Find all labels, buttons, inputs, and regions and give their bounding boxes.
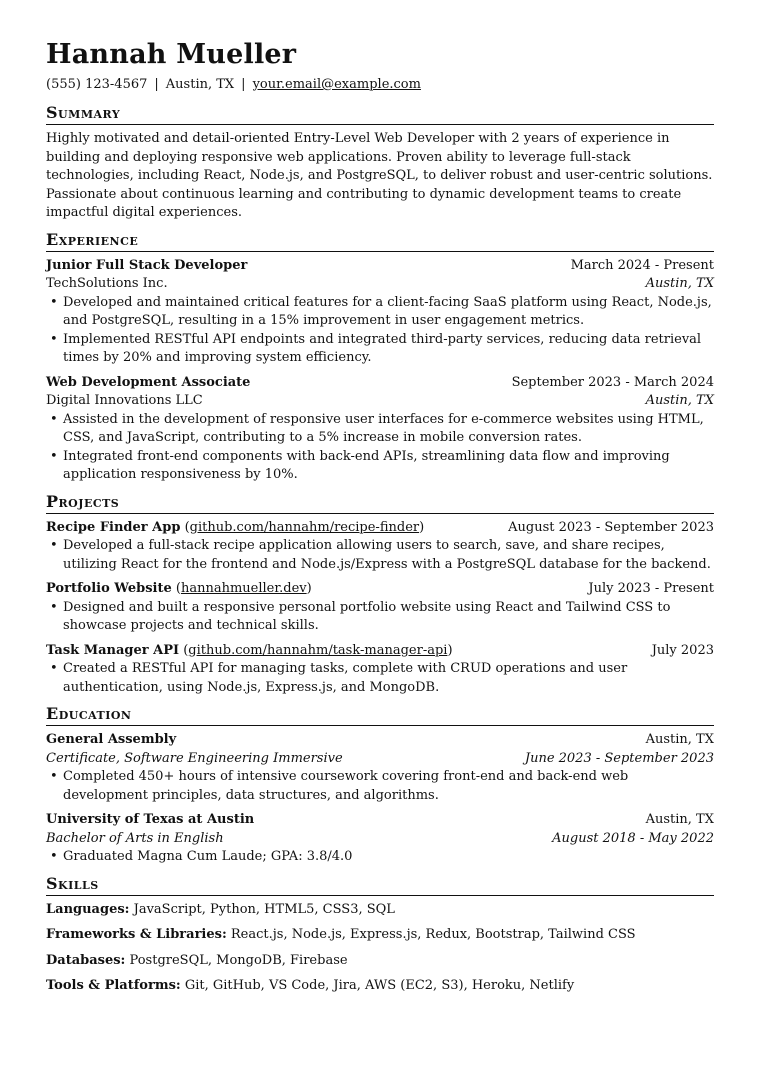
project-entry	[46, 519, 714, 575]
section-title-skills: Skills	[46, 874, 714, 896]
project-link[interactable]: hannahmueller.dev	[180, 581, 307, 596]
bullet-item: • Developed a full-stack recipe application allowing users to search, save, and share recipes, utilizing React for the frontend and Node.js/Express with a PostgreSQL database for the backend.	[46, 537, 714, 574]
projects-section	[46, 492, 714, 698]
bullet-list	[46, 294, 714, 368]
education-dates: June 2023 - September 2023	[524, 750, 714, 766]
project-link[interactable]: github.com/hannahm/recipe-finder	[189, 519, 420, 535]
project-dates: August 2023 - September 2023	[508, 519, 714, 535]
job-title: Junior Full Stack Developer	[46, 257, 248, 273]
job-dates: September 2023 - March 2024	[511, 374, 714, 390]
skill-row	[46, 901, 714, 920]
bullet-item: • Created a RESTful API for managing tasks, complete with CRUD operations and user authentication, using Node.js, Express.js, and MongoDB.	[46, 660, 714, 697]
school-location: Austin, TX	[645, 812, 714, 827]
bullet-item: • Implemented RESTful API endpoints and integrated third-party services, reducing data retrieval times by 20% and improving system efficiency.	[46, 331, 714, 368]
bullet-item: • Graduated Magna Cum Laude; GPA: 3.8/4.0	[46, 848, 714, 867]
summary-text: Highly motivated and detail-oriented Entry-Level Web Developer with 2 years of experience in building and deploying responsive web applications. Proven ability to leverage full-stack technologies, including React, Node.js, and PostgreSQL, to deliver robust and user-centric solutions. Passionate about continuous learning and contributing to dynamic development teams to create impactful digital experiences.	[46, 131, 713, 220]
education-entry	[46, 731, 714, 805]
job-location: Austin, TX	[645, 393, 714, 408]
paren-close: )	[419, 519, 425, 535]
bullet-list	[46, 411, 714, 485]
paren-close: )	[447, 642, 453, 658]
school-name: General Assembly	[46, 732, 177, 747]
school-location: Austin, TX	[645, 732, 714, 747]
job-title: Web Development Associate	[46, 374, 251, 390]
skill-value: JavaScript, Python, HTML5, CSS3, SQL	[133, 901, 395, 917]
skill-row	[46, 952, 714, 971]
degree: Certificate, Software Engineering Immersive	[46, 750, 343, 766]
candidate-name: Hannah Mueller	[46, 39, 297, 70]
bullet-list	[46, 660, 714, 697]
education-dates: August 2018 - May 2022	[552, 830, 714, 846]
paren-close: )	[306, 581, 312, 596]
contact-separator: |	[154, 77, 159, 92]
skill-label: Frameworks & Libraries:	[46, 927, 227, 942]
section-title-projects: Projects	[46, 492, 714, 514]
project-entry	[46, 580, 714, 636]
education-section	[46, 704, 714, 867]
paren-open: (	[183, 642, 189, 658]
project-name: Task Manager API	[46, 642, 180, 658]
education-entry	[46, 811, 714, 867]
school-name: University of Texas at Austin	[46, 812, 255, 827]
company-name: TechSolutions Inc.	[46, 276, 168, 291]
bullet-item: • Completed 450+ hours of intensive coursework covering front-end and back-end web development principles, data structures, and algorithms.	[46, 768, 714, 805]
contact-separator: |	[241, 77, 246, 92]
experience-entry	[46, 374, 714, 485]
summary-section	[46, 103, 714, 223]
bullet-item: • Assisted in the development of responsive user interfaces for e-commerce websites using HTML, CSS, and JavaScript, contributing to a 5% increase in mobile conversion rates.	[46, 411, 714, 448]
bullet-list	[46, 848, 714, 867]
section-title-education: Education	[46, 704, 714, 726]
email-link[interactable]: your.email@example.com	[252, 77, 421, 92]
bullet-list	[46, 599, 714, 636]
skills-section	[46, 874, 714, 996]
location: Austin, TX	[165, 77, 235, 92]
phone-number: (555) 123-4567	[46, 77, 148, 92]
experience-section	[46, 230, 714, 485]
degree: Bachelor of Arts in English	[46, 830, 224, 846]
section-title-summary: Summary	[46, 103, 714, 125]
project-dates: July 2023 - Present	[588, 581, 714, 596]
job-location: Austin, TX	[645, 276, 714, 291]
project-name: Recipe Finder App	[46, 519, 181, 535]
company-name: Digital Innovations LLC	[46, 393, 203, 408]
skill-row	[46, 926, 714, 945]
bullet-list	[46, 768, 714, 805]
paren-open: (	[184, 519, 190, 535]
bullet-item: • Designed and built a responsive personal portfolio website using React and Tailwind CSS to showcase projects and technical skills.	[46, 599, 714, 636]
bullet-item: • Developed and maintained critical features for a client-facing SaaS platform using React, Node.js, and PostgreSQL, resulting in a 15% improvement in user engagement metrics.	[46, 294, 714, 331]
experience-entry	[46, 257, 714, 368]
project-dates: July 2023	[651, 642, 714, 658]
contact-line	[46, 76, 714, 94]
skill-label: Languages:	[46, 901, 130, 917]
resume-page	[46, 38, 714, 1003]
skill-value: React.js, Node.js, Express.js, Redux, Bootstrap, Tailwind CSS	[230, 927, 636, 942]
project-entry	[46, 642, 714, 698]
skill-value: PostgreSQL, MongoDB, Firebase	[129, 952, 348, 968]
bullet-list	[46, 537, 714, 574]
skill-label: Databases:	[46, 952, 126, 968]
project-name: Portfolio Website	[46, 581, 172, 596]
skill-value: Git, GitHub, VS Code, Jira, AWS (EC2, S3), Heroku, Netlify	[184, 978, 575, 993]
project-link[interactable]: github.com/hannahm/task-manager-api	[188, 642, 448, 658]
bullet-item: • Integrated front-end components with back-end APIs, streamlining data flow and improving application responsiveness by 10%.	[46, 448, 714, 485]
section-title-experience: Experience	[46, 230, 714, 252]
paren-open: (	[175, 581, 181, 596]
skill-row	[46, 977, 714, 996]
job-dates: March 2024 - Present	[570, 257, 714, 273]
skill-label: Tools & Platforms:	[46, 978, 181, 993]
